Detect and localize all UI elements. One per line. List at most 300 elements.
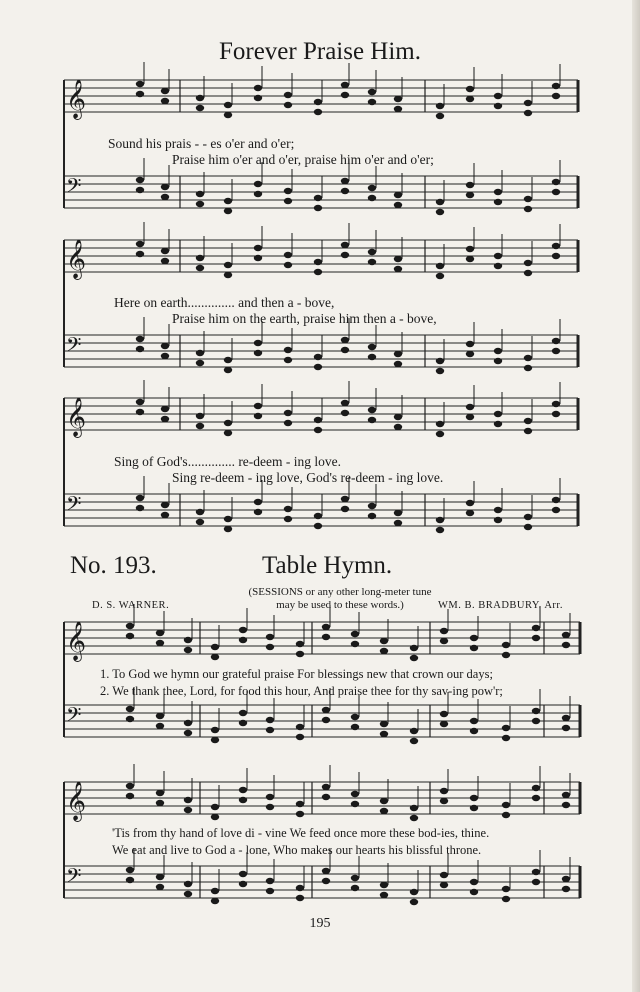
note-head: [136, 346, 144, 352]
note-head: [224, 526, 232, 532]
note-head: [136, 251, 144, 257]
note-head: [284, 198, 292, 204]
note-head: [410, 645, 418, 651]
note-head: [314, 427, 322, 433]
note-head: [314, 523, 322, 529]
note-head: [524, 524, 532, 530]
note-head: [196, 360, 204, 366]
note-head: [524, 260, 532, 266]
note-head: [161, 98, 169, 104]
note-head: [341, 400, 349, 406]
note-head: [224, 367, 232, 373]
note-head: [552, 497, 560, 503]
note-head: [224, 430, 232, 436]
bass-clef: 𝄢: [66, 492, 82, 520]
note-head: [351, 631, 359, 637]
note-head: [341, 410, 349, 416]
note-head: [494, 189, 502, 195]
note-head: [266, 644, 274, 650]
note-head: [368, 513, 376, 519]
note-head: [184, 637, 192, 643]
note-head: [552, 348, 560, 354]
note-head: [466, 256, 474, 262]
note-head: [224, 102, 232, 108]
note-head: [211, 898, 219, 904]
note-head: [156, 884, 164, 890]
note-head: [532, 708, 540, 714]
note-head: [466, 182, 474, 188]
note-head: [351, 791, 359, 797]
note-head: [552, 401, 560, 407]
note-head: [296, 724, 304, 730]
note-head: [380, 731, 388, 737]
note-head: [254, 191, 262, 197]
note-head: [314, 364, 322, 370]
note-head: [368, 503, 376, 509]
note-head: [394, 192, 402, 198]
note-head: [552, 243, 560, 249]
note-head: [410, 655, 418, 661]
note-head: [196, 191, 204, 197]
note-head: [368, 249, 376, 255]
author-credit: D. S. WARNER.: [92, 600, 170, 611]
note-head: [296, 811, 304, 817]
note-head: [368, 407, 376, 413]
note-head: [322, 634, 330, 640]
note-head: [494, 253, 502, 259]
note-head: [136, 177, 144, 183]
note-head: [470, 728, 478, 734]
page-edge: [632, 0, 640, 992]
note-head: [161, 343, 169, 349]
note-head: [552, 253, 560, 259]
note-head: [440, 721, 448, 727]
note-head: [436, 517, 444, 523]
note-head: [254, 509, 262, 515]
note-head: [502, 725, 510, 731]
note-head: [254, 499, 262, 505]
note-head: [502, 886, 510, 892]
verse1-line1: 1. To God we hymn our grateful praise For blessings new that crown our days;: [100, 667, 493, 681]
note-head: [524, 365, 532, 371]
note-head: [552, 179, 560, 185]
system2-bass-lyrics: Praise him on the earth, praise him then a - bove,: [172, 311, 437, 326]
note-head: [161, 353, 169, 359]
note-head: [440, 798, 448, 804]
note-head: [239, 787, 247, 793]
note-head: [470, 889, 478, 895]
note-head: [341, 347, 349, 353]
note-head: [136, 241, 144, 247]
note-head: [254, 413, 262, 419]
note-head: [380, 892, 388, 898]
note-head: [211, 814, 219, 820]
note-head: [161, 512, 169, 518]
composer-credit: WM. B. BRADBURY. Arr.: [438, 600, 563, 611]
note-head: [211, 804, 219, 810]
note-head: [552, 411, 560, 417]
note-head: [436, 263, 444, 269]
note-head: [368, 185, 376, 191]
note-head: [470, 795, 478, 801]
note-head: [524, 110, 532, 116]
note-head: [466, 96, 474, 102]
note-head: [254, 350, 262, 356]
note-head: [266, 727, 274, 733]
note-head: [126, 706, 134, 712]
note-head: [494, 411, 502, 417]
note-head: [394, 414, 402, 420]
note-head: [322, 794, 330, 800]
note-head: [296, 895, 304, 901]
note-head: [322, 878, 330, 884]
note-head: [524, 270, 532, 276]
note-head: [562, 876, 570, 882]
bass-clef: 𝄢: [66, 174, 82, 202]
note-head: [136, 81, 144, 87]
note-head: [314, 259, 322, 265]
note-head: [436, 209, 444, 215]
note-head: [136, 91, 144, 97]
note-head: [368, 259, 376, 265]
note-head: [314, 417, 322, 423]
note-head: [284, 420, 292, 426]
note-head: [440, 628, 448, 634]
note-head: [184, 807, 192, 813]
note-head: [126, 793, 134, 799]
note-head: [296, 801, 304, 807]
note-head: [196, 413, 204, 419]
note-head: [410, 899, 418, 905]
note-head: [239, 871, 247, 877]
note-head: [284, 410, 292, 416]
note-head: [296, 885, 304, 891]
note-head: [322, 624, 330, 630]
note-head: [314, 269, 322, 275]
note-head: [532, 795, 540, 801]
note-head: [502, 896, 510, 902]
verse2-line2: We eat and live to God a - lone, Who makes our hearts his blissful throne.: [112, 843, 482, 857]
note-head: [196, 350, 204, 356]
note-head: [470, 645, 478, 651]
note-head: [494, 507, 502, 513]
note-head: [254, 85, 262, 91]
system3-treble-lyrics: Sing of God's.............. re-deem - ing love.: [114, 454, 342, 469]
note-head: [351, 801, 359, 807]
note-head: [440, 882, 448, 888]
note-head: [136, 505, 144, 511]
note-head: [436, 431, 444, 437]
note-head: [466, 341, 474, 347]
note-head: [322, 868, 330, 874]
note-head: [436, 199, 444, 205]
note-head: [254, 95, 262, 101]
note-head: [254, 340, 262, 346]
note-head: [196, 105, 204, 111]
note-head: [196, 95, 204, 101]
hymn2-number: No. 193.: [70, 552, 157, 579]
note-head: [436, 113, 444, 119]
note-head: [341, 337, 349, 343]
note-head: [394, 202, 402, 208]
note-head: [156, 640, 164, 646]
note-head: [184, 720, 192, 726]
note-head: [368, 417, 376, 423]
note-head: [341, 178, 349, 184]
note-head: [224, 420, 232, 426]
note-head: [224, 262, 232, 268]
note-head: [410, 805, 418, 811]
verse1-line2: 'Tis from thy hand of love di - vine We feed once more these bod-ies, thine.: [112, 826, 490, 840]
note-head: [394, 106, 402, 112]
note-head: [368, 195, 376, 201]
note-head: [341, 188, 349, 194]
note-head: [126, 867, 134, 873]
note-head: [284, 357, 292, 363]
note-head: [196, 423, 204, 429]
note-head: [502, 642, 510, 648]
note-head: [341, 506, 349, 512]
note-head: [161, 416, 169, 422]
note-head: [126, 877, 134, 883]
note-head: [532, 785, 540, 791]
note-head: [266, 794, 274, 800]
note-head: [440, 788, 448, 794]
note-head: [562, 802, 570, 808]
note-head: [224, 112, 232, 118]
note-head: [494, 421, 502, 427]
note-head: [368, 89, 376, 95]
note-head: [394, 424, 402, 430]
note-head: [284, 92, 292, 98]
note-head: [224, 208, 232, 214]
note-head: [322, 707, 330, 713]
note-head: [196, 519, 204, 525]
note-head: [394, 256, 402, 262]
page-number: 195: [309, 916, 331, 931]
note-head: [156, 800, 164, 806]
note-head: [351, 875, 359, 881]
note-head: [380, 648, 388, 654]
note-head: [524, 514, 532, 520]
note-head: [562, 632, 570, 638]
note-head: [314, 354, 322, 360]
note-head: [126, 783, 134, 789]
bass-clef: 𝄢: [66, 333, 82, 361]
note-head: [351, 714, 359, 720]
note-head: [466, 246, 474, 252]
note-head: [341, 82, 349, 88]
note-head: [211, 888, 219, 894]
note-head: [380, 808, 388, 814]
note-head: [532, 869, 540, 875]
note-head: [136, 336, 144, 342]
note-head: [126, 633, 134, 639]
note-head: [322, 784, 330, 790]
note-head: [562, 792, 570, 798]
note-head: [161, 88, 169, 94]
note-head: [184, 797, 192, 803]
note-head: [394, 351, 402, 357]
note-head: [440, 711, 448, 717]
note-head: [341, 252, 349, 258]
note-head: [284, 262, 292, 268]
note-head: [466, 414, 474, 420]
note-head: [196, 509, 204, 515]
note-head: [284, 516, 292, 522]
note-head: [239, 720, 247, 726]
note-head: [552, 189, 560, 195]
note-head: [470, 635, 478, 641]
note-head: [562, 715, 570, 721]
note-head: [380, 638, 388, 644]
note-head: [394, 266, 402, 272]
note-head: [156, 630, 164, 636]
note-head: [296, 734, 304, 740]
note-head: [224, 357, 232, 363]
note-head: [322, 717, 330, 723]
note-head: [470, 718, 478, 724]
note-head: [410, 728, 418, 734]
note-head: [524, 206, 532, 212]
note-head: [494, 358, 502, 364]
note-head: [161, 502, 169, 508]
note-head: [239, 637, 247, 643]
note-head: [284, 506, 292, 512]
note-head: [494, 517, 502, 523]
note-head: [314, 205, 322, 211]
note-head: [380, 721, 388, 727]
note-head: [562, 886, 570, 892]
note-head: [254, 403, 262, 409]
note-head: [254, 255, 262, 261]
note-head: [126, 623, 134, 629]
note-head: [156, 874, 164, 880]
note-head: [524, 196, 532, 202]
note-head: [368, 354, 376, 360]
note-head: [211, 644, 219, 650]
note-head: [126, 716, 134, 722]
note-head: [211, 654, 219, 660]
treble-clef: 𝄞: [66, 397, 87, 437]
note-head: [156, 713, 164, 719]
bass-clef: 𝄢: [66, 864, 82, 892]
note-head: [136, 495, 144, 501]
treble-clef: 𝄞: [66, 239, 87, 279]
note-head: [266, 634, 274, 640]
note-head: [314, 195, 322, 201]
note-head: [368, 99, 376, 105]
note-head: [532, 635, 540, 641]
note-head: [494, 199, 502, 205]
note-head: [351, 724, 359, 730]
treble-clef: 𝄞: [66, 781, 87, 821]
note-head: [440, 872, 448, 878]
note-head: [532, 625, 540, 631]
note-head: [224, 198, 232, 204]
note-head: [239, 881, 247, 887]
note-head: [136, 409, 144, 415]
note-head: [466, 86, 474, 92]
note-head: [562, 725, 570, 731]
note-head: [502, 652, 510, 658]
note-head: [524, 418, 532, 424]
note-head: [532, 718, 540, 724]
note-head: [161, 194, 169, 200]
note-head: [224, 516, 232, 522]
note-head: [161, 184, 169, 190]
note-head: [524, 355, 532, 361]
note-head: [136, 399, 144, 405]
note-head: [440, 638, 448, 644]
note-head: [410, 815, 418, 821]
note-head: [156, 790, 164, 796]
note-head: [502, 735, 510, 741]
note-head: [394, 520, 402, 526]
system3-bass-lyrics: Sing re-deem - ing love, God's re-deem - ing love.: [172, 470, 444, 485]
note-head: [466, 351, 474, 357]
note-head: [314, 513, 322, 519]
note-head: [436, 358, 444, 364]
note-head: [466, 192, 474, 198]
note-head: [184, 891, 192, 897]
note-head: [532, 879, 540, 885]
note-head: [436, 527, 444, 533]
note-head: [394, 96, 402, 102]
note-head: [254, 245, 262, 251]
note-head: [394, 510, 402, 516]
note-head: [314, 99, 322, 105]
note-head: [466, 510, 474, 516]
note-head: [211, 727, 219, 733]
note-head: [380, 798, 388, 804]
note-head: [196, 201, 204, 207]
note-head: [266, 878, 274, 884]
note-head: [341, 496, 349, 502]
note-head: [196, 265, 204, 271]
note-head: [552, 507, 560, 513]
note-head: [161, 258, 169, 264]
note-head: [296, 651, 304, 657]
note-head: [211, 737, 219, 743]
note-head: [436, 421, 444, 427]
note-head: [156, 723, 164, 729]
note-head: [239, 797, 247, 803]
note-head: [266, 804, 274, 810]
note-head: [161, 406, 169, 412]
note-head: [184, 881, 192, 887]
hymn1-title: Forever Praise Him.: [218, 38, 422, 65]
note-head: [494, 93, 502, 99]
note-head: [552, 338, 560, 344]
note-head: [224, 272, 232, 278]
note-head: [296, 641, 304, 647]
treble-clef: 𝄞: [66, 79, 87, 119]
note-head: [284, 347, 292, 353]
note-head: [524, 428, 532, 434]
system2-treble-lyrics: Here on earth.............. and then a - bove,: [114, 295, 335, 310]
note-head: [184, 647, 192, 653]
note-head: [436, 368, 444, 374]
note-head: [552, 93, 560, 99]
note-head: [436, 273, 444, 279]
note-head: [502, 812, 510, 818]
note-head: [266, 888, 274, 894]
note-head: [341, 92, 349, 98]
note-head: [136, 187, 144, 193]
note-head: [351, 641, 359, 647]
note-head: [284, 252, 292, 258]
